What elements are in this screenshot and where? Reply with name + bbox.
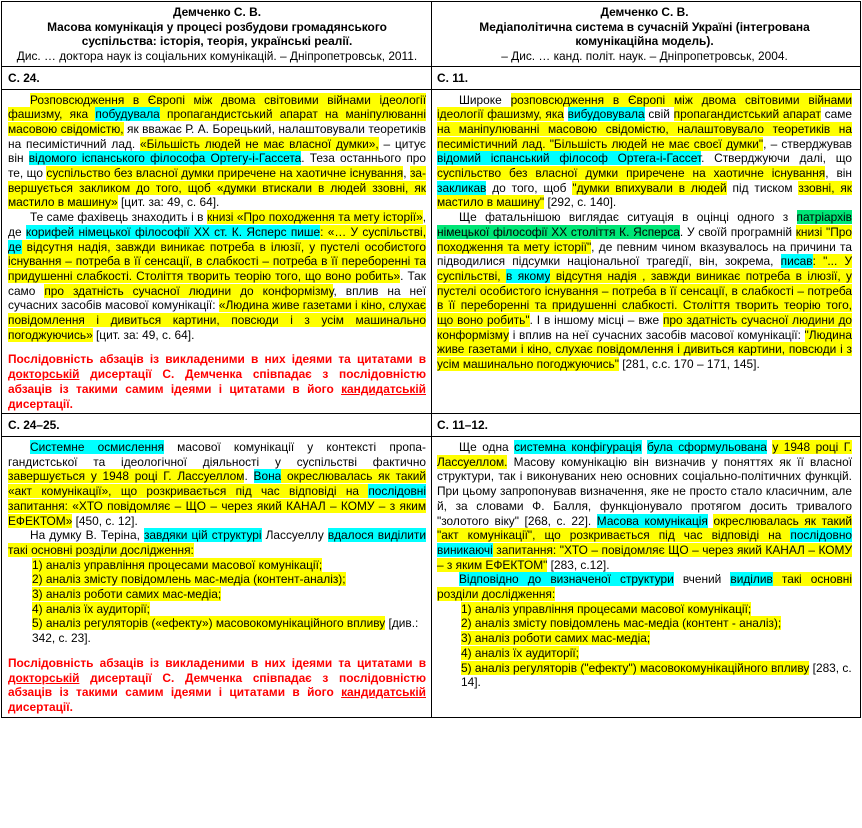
highlighted-text: окреслювалась як такий «акт комунікації», що розкривається під час відповіді на [8,469,427,499]
highlighted-text: про здатність сучасної людини до конформізму [44,283,334,298]
text-segment: Лассуеллу [261,528,328,543]
text-segment: Послідовність абзаців із викладеними в них ідеями та цитатами в [8,655,426,670]
highlighted-text: побудувала [95,107,160,122]
text-row-2 [2,436,861,717]
candidate-title: Медіаполітична система в сучасній Україні (інтегрована комунікаційна модель). [479,19,810,49]
highlighted-text: ззовні, як мастило в машину" [437,180,852,210]
paragraph [8,210,426,342]
paragraph [8,528,426,557]
paragraph [8,93,426,211]
text-segment: , він [825,166,852,181]
text-segment: Ще одна [459,439,515,454]
highlighted-text: такі основні розділи дослідження: [8,542,194,557]
text-segment: до того, щоб [486,180,573,195]
page-ref-right: С. 11–12. [432,414,861,437]
doctoral-title: Масова комунікація у процесі розбудови громадянського суспільства: історія, теорія, українські реалії. [47,19,387,49]
text-segment: свій [644,107,674,122]
highlighted-text: Відповідно до визначеної структури [459,572,674,587]
header-row [2,2,861,67]
highlighted-text: книзі «Про походження та мету історії» [206,210,423,225]
highlighted-text: завдяки цій структурі [143,528,262,543]
highlighted-text: Вона [253,469,282,484]
highlighted-text: про здатність сучасної людини до конформізму [437,313,852,342]
highlighted-text: відомого іспанського філософа Ортегу-і-Гассета [28,151,302,166]
text-segment: [283, с. 14]. [461,660,852,690]
header-right [432,2,861,67]
text-segment: дисертації С. Демченка співпадає з послідовністю абзаців із такими самим ідеями і цитатами в його [8,367,426,396]
red-note [8,656,426,715]
page-ref-right: С. 11. [432,66,861,89]
highlighted-text: 3) аналіз роботи самих мас-медіа; [461,631,651,646]
highlighted-text: 2) аналіз змісту повідомлень мас-медіа (контент-аналіз); [32,572,346,587]
highlighted-text: суспільство без власної думки приречене на хаотичне існування [437,166,826,181]
highlighted-text: 3) аналіз роботи самих мас-медіа; [32,587,222,602]
highlighted-text: "думки впихували в людей [572,180,727,195]
page-ref-left: С. 24. [2,66,432,89]
list-item [437,631,852,646]
paragraph [8,440,426,528]
highlighted-text: : "... У суспільстві, [437,254,852,283]
candidate-source: – Дис. … канд. політ. наук. – Дніпропетровськ, 2004. [501,49,788,64]
list-item [437,616,852,631]
text-segment: [281, с.с. 170 – 171, 145]. [618,357,760,372]
ref-row-2 [2,414,861,437]
highlighted-text: де [8,239,22,254]
text-segment: Те саме фахівець знаходить і в [30,210,207,225]
highlighted-text: відсутня надія, завжди виникає потреба в ілюзії, у пустелі особистого існування – потреба в її сенсації, в слабкості – потреба в її переборенні та придушенні слабкості. Століття творить теорію того, що воно робить» [8,239,426,283]
paragraph [437,440,852,572]
highlighted-text: послідовні [368,484,426,499]
text-segment: , вплив на неї сучасних засобів масової комунікації: [8,283,427,313]
list-item [437,661,852,690]
highlighted-text: корифей німецької філософії ХХ ст. К. Ясперс пише [25,224,321,239]
highlighted-text: 1) аналіз управління процесами масової комунікації; [461,601,752,616]
paragraph [437,210,852,372]
highlighted-text: писав [780,254,813,269]
highlighted-text: на маніпулюванні масовою свідомістю, налаштовувало теоретиків на песимістичний лад. "Більшість людей не має своєї думки" [437,121,852,151]
page-ref-left: С. 24–25. [2,414,432,437]
ref-row-1 [2,66,861,89]
text-segment: . У своїй програмній [679,224,796,239]
list-item [437,602,852,617]
list-item [8,587,426,602]
highlighted-text: відсутня надія , завжди виникає потреба в ілюзії, у пустелі особистого існування – потреба в її сенсації, в слабкості – потреба в її переборенні та придушенні слабкості. Століття творить теорію того, що воно робить" [437,268,852,328]
underlined-text: докторській [8,367,80,382]
text-segment: [цит. за: 49, с. 64]. [117,195,220,210]
highlighted-text: в якому [506,268,551,283]
highlighted-text: розповсюдження в Європі між двома світовими війнами ідеології фашизму, яка [437,92,852,122]
doctoral-source: Дис. … доктора наук із соціальних комунікацій. – Дніпропетровськ, 2011. [16,49,418,64]
list-item [437,646,852,661]
text-segment: Масову комунікацію він визначив у поняттях як її власної структури, так і виконуваних нею основних соціально-політичних функцій. При цьому запропонував визначення, яке не просто стало класичним, але й, за словами Ф. Балля, функціонувало протягом досить тривалого "золотого віку" [268, с. 22]. [437,454,852,528]
highlighted-text: "Людина живе газетами і кіно, слухає повідомлення і дивиться картини, повсюди і з усім машинально погоджуючись" [437,327,852,372]
list-item [8,616,426,645]
highlighted-text: запитання: «ХТО повідомляє – ЩО – через який КАНАЛ – КОМУ – з яким ЕФЕКТОМ» [8,498,426,528]
highlighted-text: запитання: "ХТО – повідомляє ЩО – через який КАНАЛ – КОМУ – з яким ЕФЕКТОМ" [437,542,852,572]
highlighted-text: такі основні розділи дослідження: [437,572,852,602]
comparison-table [1,1,861,718]
highlighted-text: Розповсюдження в Європі між двома світовими війнами ідеології фашизму, яка [8,92,426,122]
text-segment: [450, с. 12]. [72,513,138,528]
text-segment: . Так само [8,268,426,298]
doctoral-text-cell [2,436,432,717]
list-item [8,602,426,617]
highlighted-text: у 1948 році Г. Лассуеллом. [437,439,852,469]
text-segment: . Теза останнього про те, що [8,151,426,181]
underlined-text: кандидатській [341,381,426,396]
highlighted-text: 5) аналіз регуляторів ("ефекту") масовокомунікаційного впливу [461,660,810,675]
text-segment: Ще фатальнішою виглядає ситуація в оцінці одного з [459,210,797,225]
text-segment: Послідовність абзаців із викладеними в них ідеями та цитатами в [8,352,426,367]
list-item [8,558,426,573]
text-segment: вчений [673,572,731,587]
highlighted-text: вибудовувала [567,107,645,122]
text-segment: . І в іншому місці – вже [529,313,663,328]
text-segment: як вважає Р. А. Борецький, налаштовували теоретиків на песимістичний лад. [8,121,426,151]
text-segment: [цит. за: 49, с. 64]. [92,327,195,342]
text-segment: . [244,469,254,484]
text-segment: На думку В. Теріна, [30,528,144,543]
header-left [2,2,432,67]
text-segment: і вплив на неї сучасних засобів масової комунікації: [509,327,805,342]
highlighted-text: пропагандистський апарат [673,107,821,122]
text-segment: дисертації С. Демченка співпадає з послідовністю абзаців із такими самим ідеями і цитатами в його [8,670,426,700]
highlighted-text: книзі "Про походження та мету історії" [437,224,852,254]
highlighted-text: «Більшість людей не має власної думки», [140,136,379,151]
highlighted-text: суспільство без власної думки приречене на хаотичне існування [46,166,404,181]
highlighted-text: відомий іспанський філософ Ортега-і-Гассет [437,151,702,166]
text-segment: – цитує він [8,136,426,166]
highlighted-text: 1) аналіз управління процесами масової комунікації; [32,557,323,572]
candidate-text-cell [432,89,861,414]
doctoral-text-cell [2,89,432,414]
highlighted-text: «Людина живе газетами і кіно, слухає повідомлення і дивиться картини, повсюди і з усім машинально погоджуючись» [8,298,426,342]
text-segment: під тиском [726,180,799,195]
highlighted-text: пропагандистський апарат на маніпулюванні масовою свідомістю, [8,107,426,136]
text-row-1 [2,89,861,414]
highlighted-text: вдалося виділити [327,528,426,543]
highlighted-text: Системне осмислення [30,439,165,454]
highlighted-text: закликав [437,180,487,195]
text-segment: [292, с. 140]. [544,195,617,210]
text-segment: масової комунікації у контексті пропагандистської та ідеологічної діяльності у суспільстві фактично [8,439,427,469]
text-segment: [283, с.12]. [547,557,610,572]
candidate-text-cell [432,436,861,717]
highlighted-text: завершується у 1948 році Г. Лассуеллом [8,469,245,484]
text-segment: саме [820,107,853,122]
highlighted-text: 4) аналіз їх аудиторії; [32,601,150,616]
text-segment: Широке [459,92,511,107]
highlighted-text: була сформульована [647,439,767,454]
text-segment: , [403,166,410,181]
highlighted-text: патріархів німецької філософії ХХ століття К. Ясперса [437,210,852,239]
candidate-author: Демченко С. В. [600,5,689,19]
highlighted-text: системна конфігурація [514,439,642,454]
text-segment: , де певним чином вказувалось на причини та підводилися підсумки національної трагедії, він, зокрема, [437,239,852,269]
doctoral-author: Демченко С. В. [172,5,261,19]
text-segment: , де [8,210,427,239]
paragraph [437,93,852,211]
text-segment: [див.: 342, с. 23]. [32,616,419,646]
highlighted-text: Масова комунікація [596,513,708,528]
highlighted-text: : «… У суспільстві, [320,224,427,239]
highlighted-text: 4) аналіз їх аудиторії; [461,645,579,660]
text-segment: дисертації. [8,699,73,714]
highlighted-text: 5) аналіз регуляторів («ефекту») масовокомунікаційного впливу [32,616,386,631]
underlined-text: кандидатській [341,685,426,700]
underlined-text: докторській [8,670,80,685]
red-note [8,352,426,411]
paragraph [437,572,852,601]
text-segment: дисертації. [8,396,73,411]
highlighted-text: виділив [730,572,773,587]
text-segment: . Стверджуючи далі, що [701,151,852,166]
highlighted-text: 2) аналіз змісту повідомлень мас-медіа (контент - аналіз); [461,616,782,631]
highlighted-text: послідовно виникаючі [437,528,852,557]
highlighted-text: окреслювалась як такий "акт комунікації", що розкривається під час відповіді на [437,513,852,543]
list-item [8,572,426,587]
highlighted-text: завершується закликом до того, щоб «думки втискали в людей ззовні, як мастило в машину» [8,166,427,210]
text-segment: , – стверджував [763,136,852,151]
